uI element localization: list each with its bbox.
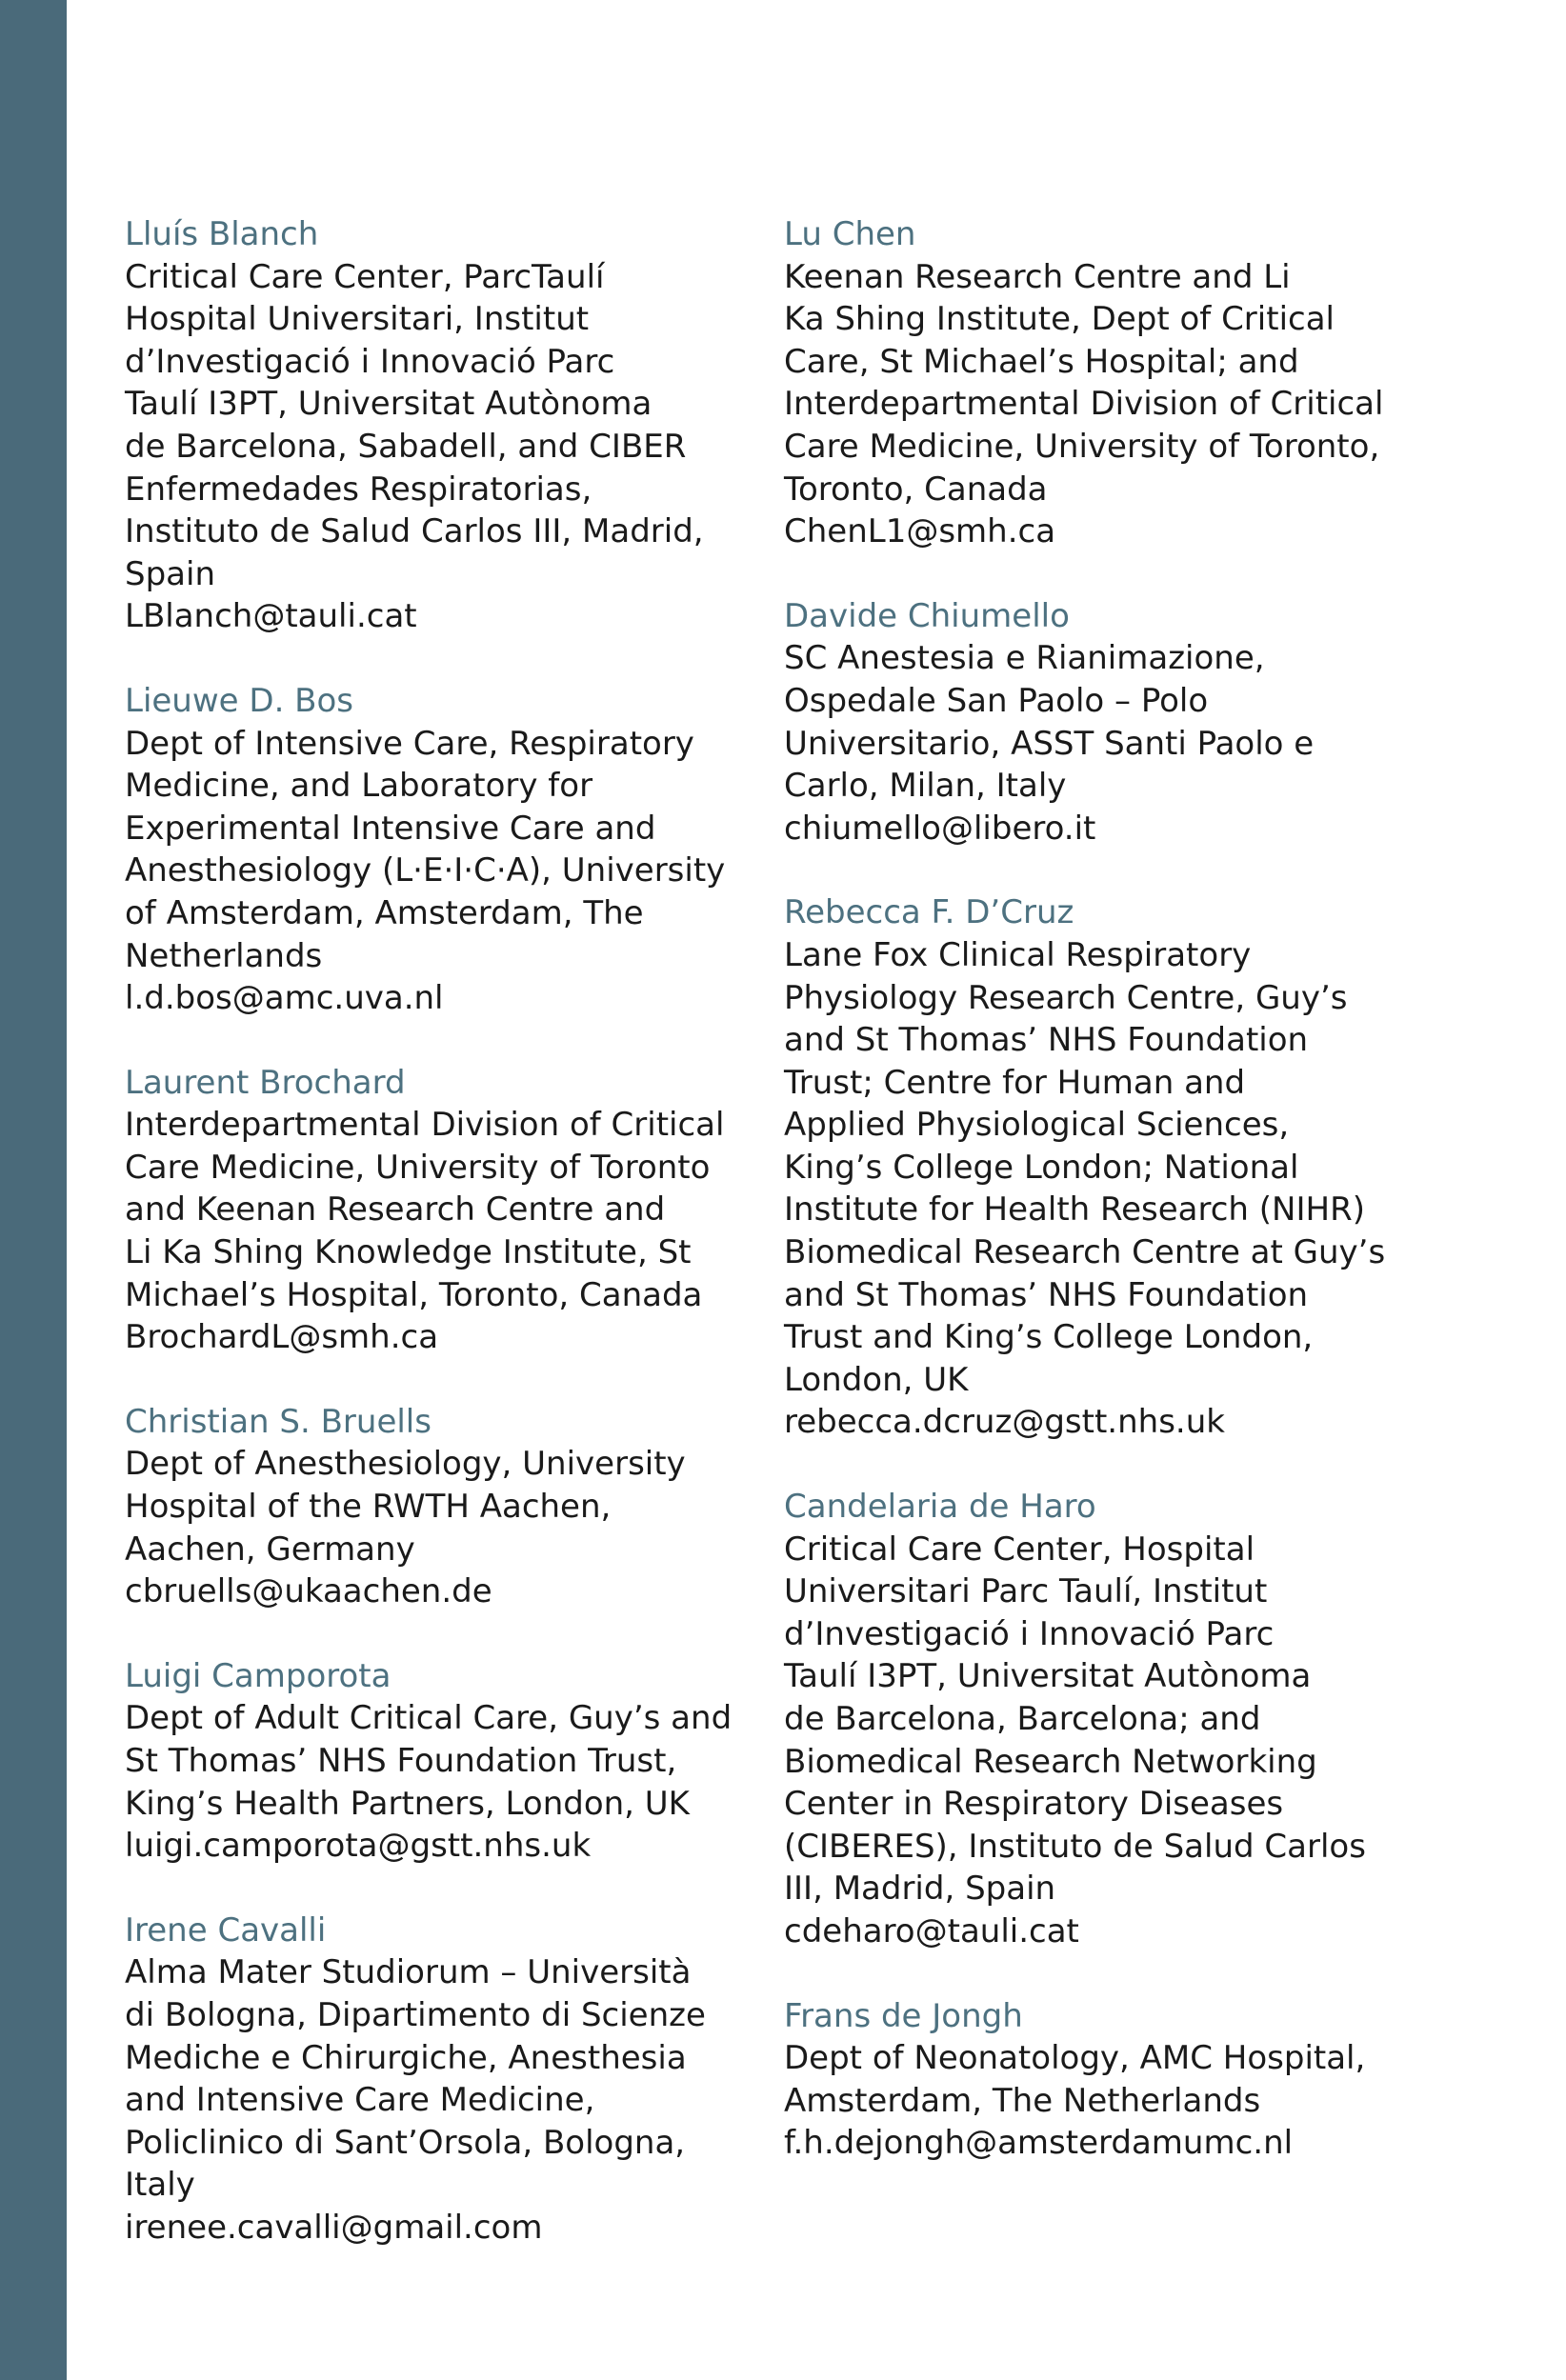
author-entry xyxy=(125,680,734,1020)
author-name: Lu Chen xyxy=(784,215,916,253)
author-email: l.d.bos@amc.uva.nl xyxy=(125,979,444,1018)
author-name: Laurent Brochard xyxy=(125,1063,406,1102)
author-affiliation: Dept of Adult Critical Care, Guy’s and St Thomas’ NHS Foundation Trust, King’s Health Partners, London, UK xyxy=(125,1699,733,1823)
author-entry xyxy=(125,1062,734,1359)
author-affiliation: Dept of Anesthesiology, University Hospital of the RWTH Aachen, Aachen, Germany xyxy=(125,1445,686,1569)
author-name: Lieuwe D. Bos xyxy=(125,681,354,720)
author-email: BrochardL@smh.ca xyxy=(125,1318,439,1357)
author-email: cdeharo@tauli.cat xyxy=(784,1911,1079,1950)
author-name: Luigi Camporota xyxy=(125,1656,392,1695)
author-entry xyxy=(125,1910,734,2250)
author-entry xyxy=(784,891,1394,1444)
author-name: Davide Chiumello xyxy=(784,596,1070,635)
author-entry xyxy=(125,213,734,638)
author-name: Candelaria de Haro xyxy=(784,1488,1096,1527)
author-email: ChenL1@smh.ca xyxy=(784,512,1056,551)
author-entry xyxy=(784,213,1394,553)
author-name: Irene Cavalli xyxy=(125,1910,327,1950)
author-affiliation: Dept of Intensive Care, Respiratory Medicine, and Laboratory for Experimental Intensive Care and Anesthesiology (L·E·I·C·A), University of Amsterdam, Amsterdam, The Netherlands xyxy=(125,724,726,975)
author-affiliation: Lane Fox Clinical Respiratory Physiology Research Centre, Guy’s and St Thomas’ NHS Foundation Trust; Centre for Human and Applied Physiological Sciences, King’s College London; National Institute for Health Research (NIHR) Biomedical Research Centre at Guy’s and St Thomas’ NHS Foundation Trust and King’s College London, London, UK xyxy=(784,935,1386,1399)
author-affiliation: Interdepartmental Division of Critical Care Medicine, University of Toronto and Keenan Research Centre and Li Ka Shing Knowledge Institute, St Michael’s Hospital, Toronto, Canada xyxy=(125,1106,725,1314)
author-entry xyxy=(125,1401,734,1613)
author-name: Rebecca F. D’Cruz xyxy=(784,893,1074,932)
author-column-right xyxy=(784,213,1394,2207)
author-name: Frans de Jongh xyxy=(784,1996,1023,2035)
author-entry xyxy=(784,595,1394,850)
author-column-left xyxy=(125,213,734,2291)
author-email: cbruells@ukaachen.de xyxy=(125,1572,492,1611)
author-entry xyxy=(125,1655,734,1868)
decorative-side-bar xyxy=(0,0,67,2380)
author-entry xyxy=(784,1995,1394,2165)
author-name: Lluís Blanch xyxy=(125,215,319,253)
author-affiliation: Dept of Neonatology, AMC Hospital, Amsterdam, The Netherlands xyxy=(784,2039,1366,2120)
author-email: rebecca.dcruz@gstt.nhs.uk xyxy=(784,1403,1225,1442)
author-email: chiumello@libero.it xyxy=(784,809,1096,848)
author-email: f.h.dejongh@amsterdamumc.nl xyxy=(784,2124,1294,2163)
author-email: irenee.cavalli@gmail.com xyxy=(125,2208,543,2247)
author-affiliation: SC Anestesia e Rianimazione, Ospedale San Paolo – Polo Universitario, ASST Santi Paolo e Carlo, Milan, Italy xyxy=(784,639,1315,806)
author-email: LBlanch@tauli.cat xyxy=(125,597,417,636)
author-name: Christian S. Bruells xyxy=(125,1402,432,1441)
author-entry xyxy=(784,1486,1394,1953)
author-affiliation: Critical Care Center, ParcTaulí Hospital Universitari, Institut d’Investigació i Innovació Parc Taulí I3PT, Universitat Autònoma de Barcelona, Sabadell, and CIBER Enfermedades Respiratorias, Instituto de Salud Carlos III, Madrid, Spain xyxy=(125,257,704,593)
author-affiliation: Critical Care Center, Hospital Universitari Parc Taulí, Institut d’Investigació i Innovació Parc Taulí I3PT, Universitat Autònoma de Barcelona, Barcelona; and Biomedical Research Networking Center in Respiratory Diseases (CIBERES), Instituto de Salud Carlos III, Madrid, Spain xyxy=(784,1530,1366,1909)
author-affiliation: Alma Mater Studiorum – Università di Bologna, Dipartimento di Scienze Mediche e Chirurgiche, Anesthesia and Intensive Care Medicine, Policlinico di Sant’Orsola, Bologna, Italy xyxy=(125,1953,706,2205)
author-email: luigi.camporota@gstt.nhs.uk xyxy=(125,1827,592,1866)
author-affiliation: Keenan Research Centre and Li Ka Shing Institute, Dept of Critical Care, St Michael’s Hospital; and Interdepartmental Division of Critical Care Medicine, University of Toronto, Toronto, Canada xyxy=(784,257,1384,509)
